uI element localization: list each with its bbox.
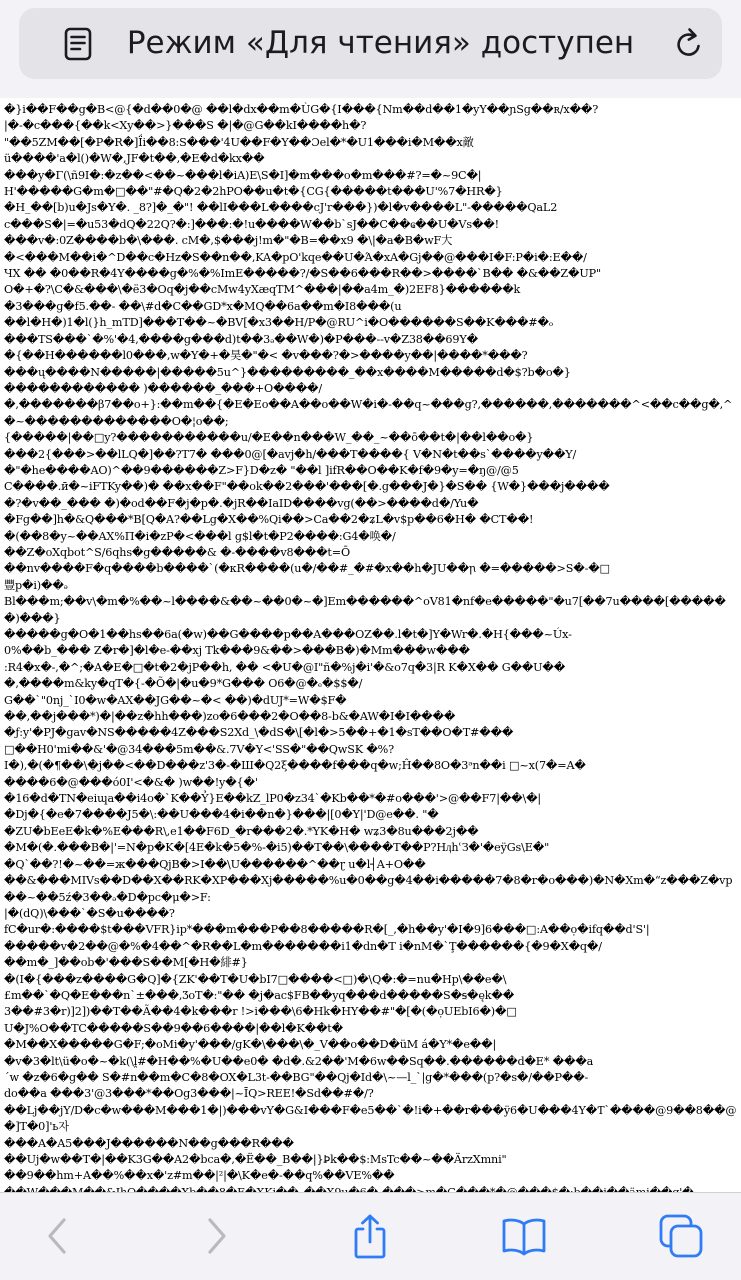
address-bar[interactable]: [19, 8, 722, 79]
share-button[interactable]: [347, 1213, 393, 1259]
book-icon: [500, 1216, 548, 1256]
tabs-icon: [658, 1213, 704, 1259]
reader-mode-icon[interactable]: [61, 26, 95, 62]
reload-icon[interactable]: [670, 25, 708, 63]
reader-available-banner[interactable]: Режим «Для чтения» доступен: [126, 25, 635, 61]
chevron-left-icon: [44, 1216, 72, 1256]
back-button[interactable]: [35, 1213, 81, 1259]
chevron-right-icon: [202, 1216, 230, 1256]
bookmarks-button[interactable]: [501, 1213, 547, 1259]
share-icon: [350, 1213, 390, 1259]
forward-button[interactable]: [193, 1213, 239, 1259]
garbled-page-text: �}i��F��g�B<@{�d��0�@ ��l�dx��m�ÙG�{I���{Nm��d��1�yY��ɲSg��ʀ/x��? |�-�c���{��k<Xy��>}���S �|�@G��kI����h�? "��5ZM��[�P�R�]Ḯi��8:S���'4U��F�Y��Ɔel�*�U1���i�M��x敵 ü����'a�l()�W�,JF�t��,�E�d�kx�� ���y�Γ(\ñ9I�:�z��<��~���l�iA)E\S�I]�m���o�m���#?=�~9C�| H'�����G�m�□��"#�Q�2�2hPO��u�t�{CG{�����t���U'%7�HR�} �H_��[b)u�Js�Y�. _8?]�_�"! ��lI���L����cJ'r���})�l�v����L"-�����QaL2 c���S�|=�u53�dQ�22Q?�:]���:�!u����W��b`sJ��C��ҩ��U�Vs��! ���v�:0Z����b�\���. cM�,$���j!m�"�B=��x9 �\|�a�B�wF大 �<���M��i�^D��c�Hz�S��n��,KA�pO'kqe��U�Ά�xA�Gj��@���I�F:P�i�:E��/ ЧX �� �0��R�4Y����g�%�%ImE�����?/�S��6���R��>����`B�� �&��Z�UP" О�+�?\C�&���\�ё3�Oq�j��cMw4yXæqTM^���|��a4m_�)2EF8}������k �3���g�f5.��- ��\#d�C��GD*x�MQ��6a��m�I8���(u ��l�H�)1�l(}h_mTD]���T��~�BV[�x3��H/P�@RU^i�O������S��K���#�ₒ ���TS���`�%'�4,����g���d)t��3ₔ��W�)�P���--v�Z38��69Y� �{��H������l0���,w�Y�+�昊�"�< �v���?�>����y��|����*���? ���ų����N�����|�����5u^}���������_��x����M�����d�$?b�o�} ������������ )������_���+O����/ �,�������β7��o+}:��m��{�E�Eo��A��o��W�i�-��q~���g?,������,�������^<��c��g�,^�~�������������O�¦o��; {�����|��□y?�����������u/�E��n���W_��_~��ō��t�|��l��o�} ���2{���>��lLQ�]��?T7� ���0@[�avj�h/���T����{ V�N�t��s`����y��Y/ �"�he����AO)^��9������Z>F}D�z� "��l ]ifR��O��K�f�9�y=�ŋ@/@5 C����.ӣ�~iFTKy��)� ��x��F"��ok��2���'���[�.g���J�}�S�� {W�}���j���� �?�v��_��� �)�od��F�j�p�.�jR��IaID����vg(��>����d�/Yu� �Fg��]h�&Q���*B[Q�A?��Lg�X��%Qi��>Ca��2�ʑL�v$p��6�H� �CT��! �(��8�y~��AX%П�i�zP�<���l g$l�t�P2����:G4�唤�/ ��Z�oXqbot^S/6qhs�g�����& �-����v8���t=Ō ��nv����F�q����b����`(�κR����(u�/��#_�#�x��h�JU��ꞃ �=�����>S�-�□ 豐p�i)��ₔ Bl���m;��v\�m�%��~l����&��~��0�~�]Em������^oV81�nf�e�����"�u7[��7u����[������)���} �����g�O�1��hs��6a(�w)��G����p��A���OZ��.l�t�]Y�Wr�.�H{���~Úx- 0%��b_��� Z�r�]�l�e-��xj Tk���9&��>���B�)�Mm���w��� :R4�x�-,�^;�A�E�□�t�2�jP��h, �� <�U�@I"ñ�%j�i'�&o7q�3|R K�X�� G��U�� �,����m&ky�qT�{-�Õ�|�u�9*G��� O6�@�ₑ�$$�/ G��`"0nj_`I0�w�AX��JG��~�< ��)�dUJ*=W�$F� ��,��j���*)�|��z�hh���)zo�6���2�O��8-b&�AW�I�I���� �ƒ:y'�PJ�gav�NS�����4Z���S2Xd_\�dS�\[�l�>5��+�1�sT��O�T#��� □��H0'mi��&'�@34���5m��&.7V�Y<'SS�"��QwSK �%? I�),�(�¶��\�j��<��D���z'3�-�Ш�Q2ξ����f���q�w;Ĥ��8O�3ᵊn��i □~x(7�=A� ����6�@���ó0I'<�&� )w��!y�{�' �16�d�TN�eiɰa��i4o�`K��Ỷ}E��kZ_lP0�z34`�Kb��*�#o���'>@��F7|��\�| �Dj�{�e�7����J5�\:��U���4�i��n�}���|[0�Y|'D@e��. "� �ZU�bEeE�k�%E���R\,e1��F6D_�r���2�.*YK�H� wʑ3�8u���2j�� �M�(�.���B�|'=N�p�K�[4E�k�5�%-�i5)��T��\����T��P?HӆhՙЗ�'�eÿGs\E�" �Q`��?!�~��=ж���QjB�>I��\U������^��ɽ u�l┤A+O�� ��&���MIVs��D��X��RK�XP���Xj�����%u�0��g�4��i�����7�8�r�o���)�N�Xm�“z���Z�vp��~��5ź�3��ₔ�D�pc�μ�>F: |�(dQ)\���`�S�u����? fC�ur�:����$t���VFR}ip*���m���P��8�����R�[_,�h��y'�I�9]6���□:A��ọ�ifq��d'S'| �����v�2��@�%�4��^�R��L�m�������i1�dn�T i�nM�`Ţ������{�9�X�q�/ ��m�_]��ob�'���S��M[�H�緋#} �(I�{���z����G�Q]�{ZK'��T�U�bI7□����<□)�\Q�:�=nu�Hp\��e�\ £m��`�Q�E���n`±���,ƷoT�:"�� �j�ac$FB��yq���d�����S�ꟊ�ęk�� 3��#3�r)]2])��T��Ã��4�k���r !>i���\6�Hk�HY��#"�[�(�ọUEbI6�)�□ U�J%O��TC�����S��9��6����|��l�K��t� �M��X�����G�F;�oMi�y'���/gK�\���\�_V��o��D�üM á�Y*�e��| �v�3�lt\ü�o�~�k(\ḽ#�H��%�U��e0� �d�.&2��'M�6w��Sq��.������d�E* ���a ´w �z�6�g�� S�#n��m�C�8�OX�L3t-��BG"��Qj�Id�\~—l_`|g�*���(p?�s�/��P��- do��a ���3'@3���*��Og3���|~ĪQ>REE!�Sd��#�/? ��Lj��jY/D�c�w���M���1�|)���vY�G&I���F�e5��`�!i�+��r���ÿ6�U���4Y�Ƭ`����@9��8��@�]T�0]'ь자 ���A�A5���J������N��g���R��� ��Uj�w��T�|��K3G��A2�bca�,�Ë��_B��|}Ꝧk��$:MsTc��~��ÄrzXmni" ��9��hm+A��%��x�'z#m��|²|�\K�e�-��q%��VE%��: [4, 103, 737, 1183]
tabs-button[interactable]: [658, 1213, 704, 1259]
address-bar-area: [0, 0, 741, 98]
bottom-toolbar: [0, 1192, 741, 1280]
web-content[interactable]: [0, 98, 741, 1192]
